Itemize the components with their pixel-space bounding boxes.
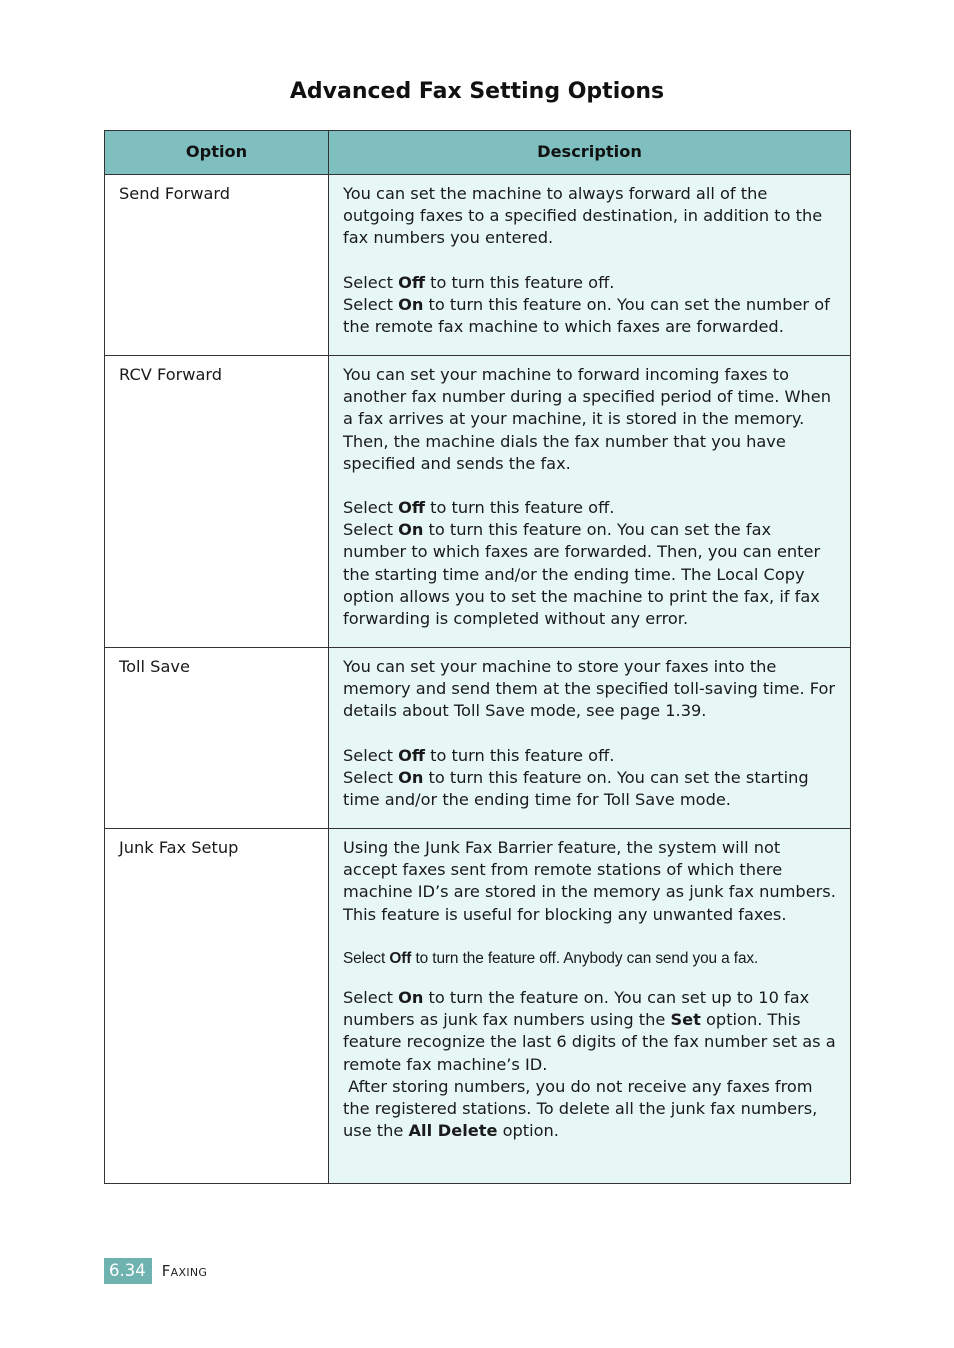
option-description (329, 829, 851, 1184)
description-paragraph: Select On to turn this feature on. You can set the fax number to which faxes are forwarded. Then, you can enter the starting time and/or the ending time. The Local Copy option allows you to set the machine to print the fax, if fax forwarding is completed without any error. (343, 520, 821, 629)
column-header-description: Description (329, 131, 851, 175)
table-row (105, 356, 851, 648)
description-paragraph: Select On to turn the feature on. You can set up to 10 fax numbers as junk fax numbers using the Set option. This feature recognize the last 6 digits of the fax number set as a remote fax machine’s ID. (343, 988, 836, 1074)
description-paragraph: Select Off to turn the feature off. Anybody can send you a fax. (343, 949, 759, 967)
description-paragraph: Using the Junk Fax Barrier feature, the system will not accept faxes sent from remote stations of which there machine ID’s are stored in the memory as junk fax numbers. This feature is useful for blocking any unwanted faxes. (343, 838, 836, 924)
description-paragraph: Select Off to turn this feature off. (343, 745, 615, 765)
table-row (105, 829, 851, 1184)
description-paragraph: Select On to turn this feature on. You can set the number of the remote fax machine to which faxes are forwarded. (343, 294, 830, 337)
column-header-option: Option (105, 131, 329, 175)
page-title: Advanced Fax Setting Options (289, 79, 665, 104)
description-paragraph: You can set your machine to forward incoming faxes to another fax number during a specified period of time. When a fax arrives at your machine, it is stored in the memory. Then, the machine dials the fax number that you have specified and sends the fax. (343, 365, 831, 473)
table-row (105, 175, 851, 356)
table-header-row (105, 131, 851, 175)
option-name: RCV Forward (105, 356, 329, 648)
option-name: Send Forward (105, 175, 329, 356)
option-description (329, 356, 851, 648)
description-paragraph: You can set your machine to store your faxes into the memory and send them at the specified toll-saving time. For details about Toll Save mode, see page 1.39. (343, 657, 836, 721)
option-description (329, 175, 851, 356)
description-paragraph: Select Off to turn this feature off. (343, 498, 615, 518)
table-row (105, 648, 851, 829)
description-paragraph: Select On to turn this feature on. You can set the starting time and/or the ending time for Toll Save mode. (343, 767, 809, 810)
page-footer (104, 1258, 207, 1284)
description-paragraph: After storing numbers, you do not receive any faxes from the registered stations. To delete all the junk fax numbers, use the All Delete option. (343, 1076, 823, 1141)
option-description (329, 648, 851, 829)
page-number-badge: 6.34 (104, 1258, 152, 1284)
description-paragraph: Select Off to turn this feature off. (343, 272, 615, 292)
chapter-name: Faxing (161, 1262, 208, 1280)
option-name: Toll Save (105, 648, 329, 829)
fax-options-table (104, 130, 851, 1184)
option-name: Junk Fax Setup (105, 829, 329, 1184)
description-paragraph: You can set the machine to always forward all of the outgoing faxes to a specified destination, in addition to the fax numbers you entered. (343, 184, 823, 248)
